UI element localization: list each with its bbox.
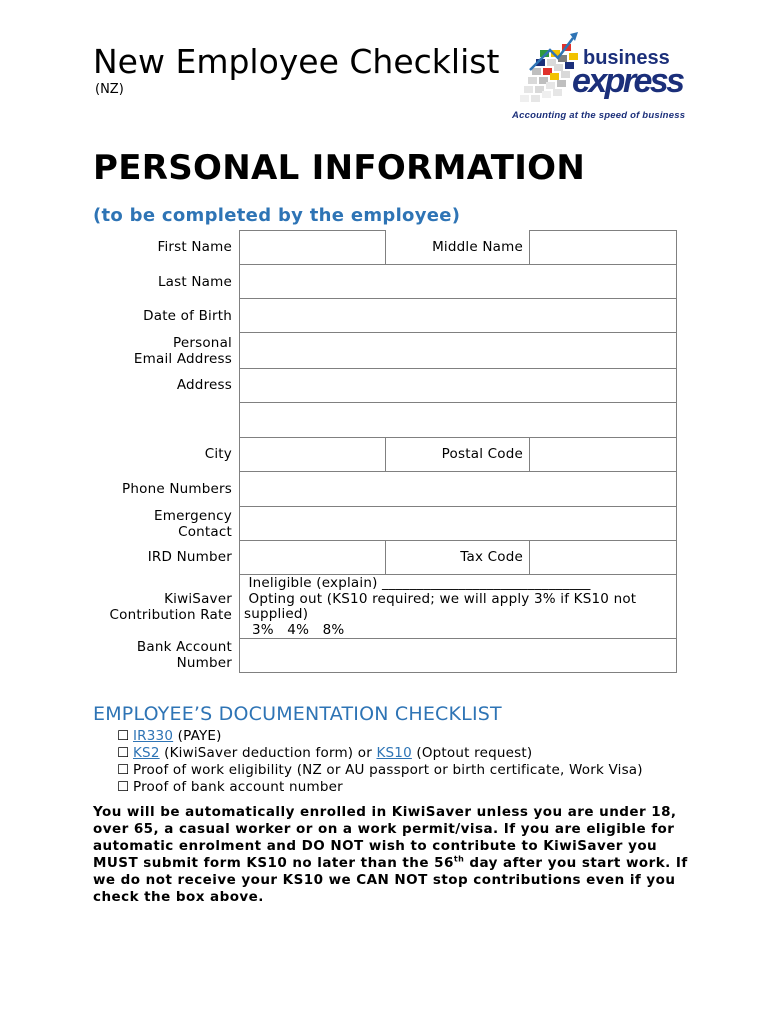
- email-field[interactable]: [239, 332, 677, 369]
- ird-number-field[interactable]: [239, 540, 386, 575]
- svg-text:business: business: [583, 47, 670, 69]
- document-title: New Employee Checklist: [93, 42, 500, 81]
- tax-code-label: Tax Code: [460, 549, 523, 565]
- tax-code-field[interactable]: [529, 540, 677, 575]
- documentation-checklist-heading: EMPLOYEE’S DOCUMENTATION CHECKLIST: [93, 703, 502, 725]
- section-note: (to be completed by the employee): [93, 205, 461, 226]
- kiwisaver-label: KiwiSaver Contribution Rate: [109, 591, 232, 623]
- checkbox[interactable]: ☐: [117, 762, 130, 778]
- last-name-label: Last Name: [157, 274, 232, 290]
- phone-label: Phone Numbers: [122, 481, 232, 497]
- ird-number-label: IRD Number: [147, 549, 232, 565]
- ks2-link[interactable]: KS2: [133, 745, 160, 761]
- city-field[interactable]: [239, 437, 386, 472]
- document-subtitle: (NZ): [95, 82, 124, 97]
- address-field-line1[interactable]: [239, 368, 677, 403]
- kiwisaver-rate-options[interactable]: 3% 4% 8%: [252, 621, 345, 638]
- postal-code-field[interactable]: [529, 437, 677, 472]
- checklist-item-ir330: ☐ IR330 (PAYE): [117, 728, 222, 744]
- kiwisaver-option-opting-out-cont: supplied): [244, 606, 309, 622]
- city-label: City: [204, 446, 232, 462]
- ir330-link[interactable]: IR330: [133, 728, 174, 744]
- section-heading: PERSONAL INFORMATION: [93, 148, 586, 188]
- bank-account-label: Bank Account Number: [136, 639, 232, 671]
- dob-label: Date of Birth: [143, 308, 232, 324]
- kiwisaver-option-ineligible[interactable]: Ineligible (explain) ______________________________: [244, 575, 591, 591]
- first-name-label: First Name: [157, 239, 232, 255]
- svg-text:Accounting at the speed of bus: Accounting at the speed of business: [512, 110, 685, 121]
- last-name-field[interactable]: [239, 264, 677, 299]
- kiwisaver-options: [244, 576, 674, 638]
- middle-name-field[interactable]: [529, 230, 677, 265]
- dob-field[interactable]: [239, 298, 677, 333]
- bank-account-field[interactable]: [239, 638, 677, 673]
- checkbox[interactable]: ☐: [117, 745, 130, 761]
- ks10-link[interactable]: KS10: [376, 745, 412, 761]
- postal-code-label: Postal Code: [441, 446, 523, 462]
- emergency-contact-field[interactable]: [239, 506, 677, 541]
- address-field-line2[interactable]: [239, 402, 677, 438]
- checklist-item-work-eligibility: ☐ Proof of work eligibility (NZ or AU passport or birth certificate, Work Visa): [117, 762, 643, 778]
- checkbox[interactable]: ☐: [117, 728, 130, 744]
- kiwisaver-option-opting-out[interactable]: Opting out (KS10 required; we will apply 3% if KS10 not: [244, 590, 637, 607]
- checkbox[interactable]: ☐: [117, 779, 130, 795]
- address-label: Address: [176, 377, 232, 393]
- kiwisaver-notice: You will be automatically enrolled in KiwiSaver unless you are under 18, over 65, a casual worker or on a work permit/visa. If you are eligible for automatic enrolment and DO NOT wish to contribute to KiwiSaver you MUST submit form KS10 no later than the 56th day after you start work. If we do not receive your KS10 we CAN NOT stop contributions even if you check the box above.: [93, 804, 688, 905]
- business-express-logo: [510, 30, 695, 125]
- first-name-field[interactable]: [239, 230, 386, 265]
- middle-name-label: Middle Name: [432, 239, 523, 255]
- email-label: Personal Email Address: [133, 335, 232, 367]
- phone-field[interactable]: [239, 471, 677, 507]
- emergency-contact-label: Emergency Contact: [154, 508, 232, 540]
- checklist-item-bank-proof: ☐ Proof of bank account number: [117, 779, 343, 795]
- checklist-item-ks2: ☐ KS2 (KiwiSaver deduction form) or KS10 (Optout request): [117, 745, 533, 761]
- svg-text:express: express: [572, 62, 685, 100]
